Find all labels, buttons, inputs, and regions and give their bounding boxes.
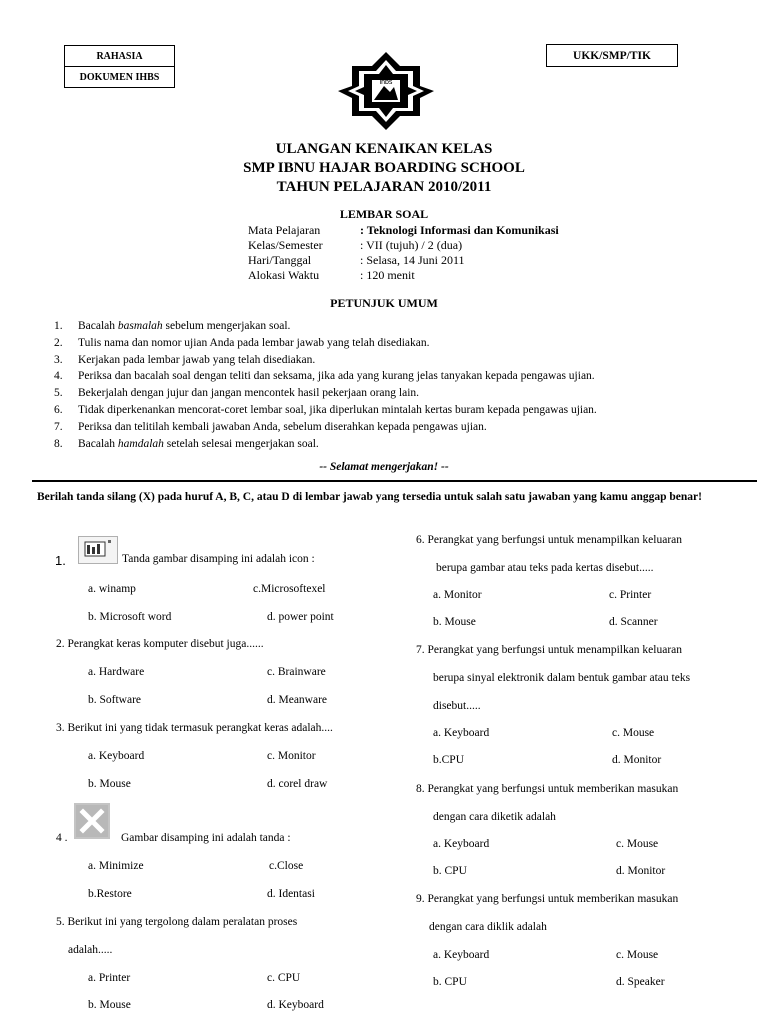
q1-text: Tanda gambar disamping ini adalah icon : — [122, 553, 315, 565]
q6-option-a: a. Monitor — [433, 589, 482, 601]
doc-code: UKK/SMP/TIK — [546, 44, 678, 67]
q9-option-d: d. Speaker — [616, 976, 665, 988]
q7-option-b: b.CPU — [433, 754, 464, 766]
q3-text: 3. Berikut ini yang tidak termasuk perangkat keras adalah.... — [56, 722, 333, 734]
instruction-item: 6. Tidak diperkenankan mencorat-coret lembar soal, jika diperlukan mintalah kertas buram kepada pengawas ujian. — [54, 403, 597, 416]
q7-option-c: c. Mouse — [612, 727, 655, 739]
q7-text: 7. Perangkat yang berfungsi untuk menampilkan keluaran — [416, 644, 683, 656]
divider — [32, 480, 757, 482]
instruction-item: 5. Bekerjalah dengan jujur dan jangan mencontek hasil pekerjaan orang lain. — [54, 387, 420, 400]
q4-option-a: a. Minimize — [88, 860, 144, 872]
q9-text: 9. Perangkat yang berfungsi untuk memberikan masukan — [416, 893, 679, 905]
label-rahasia: RAHASIA — [64, 45, 175, 67]
q5-option-d: d. Keyboard — [267, 999, 324, 1011]
info-class — [248, 238, 462, 253]
instruction-list — [54, 318, 597, 452]
school-logo — [336, 50, 436, 132]
instructions-heading: PETUNJUK UMUM — [330, 296, 438, 310]
q8-option-c: c. Mouse — [616, 838, 659, 850]
q4-option-c: c.Close — [269, 860, 304, 872]
closing-note: -- Selamat mengerjakan! -- — [319, 461, 449, 473]
logo-text: ihbs — [379, 79, 393, 86]
q1-number: 1. — [55, 553, 66, 568]
q5-option-c: c. CPU — [267, 972, 301, 984]
q4-option-d: d. Identasi — [267, 888, 315, 900]
q1-option-b: b. Microsoft word — [88, 611, 172, 623]
close-icon — [74, 803, 110, 839]
q5-text: 5. Berikut ini yang tergolong dalam peralatan proses — [56, 916, 298, 928]
title-line1: ULANGAN KENAIKAN KELAS — [275, 141, 493, 157]
q1-option-d: d. power point — [267, 611, 334, 623]
q9-option-b: b. CPU — [433, 976, 467, 988]
q1-option-a: a. winamp — [88, 583, 136, 595]
q7-option-d: d. Monitor — [612, 754, 662, 766]
q8-text: 8. Perangkat yang berfungsi untuk memberikan masukan — [416, 783, 679, 795]
instruction-item: 7. Periksa dan telitilah kembali jawaban Anda, sebelum diserahkan kepada pengawas ujian. — [54, 420, 487, 433]
info-class-key: Kelas/Semester — [248, 238, 323, 252]
q5-text-cont: adalah..... — [68, 944, 113, 956]
q3-option-a: a. Keyboard — [88, 750, 145, 762]
q9-option-a: a. Keyboard — [433, 949, 490, 961]
q3-option-c: c. Monitor — [267, 750, 316, 762]
instruction-item: 2. Tulis nama dan nomor ujian Anda pada lembar jawab yang telah disediakan. — [54, 336, 430, 349]
q8-option-a: a. Keyboard — [433, 838, 490, 850]
info-date — [248, 253, 465, 268]
q6-text: 6. Perangkat yang berfungsi untuk menampilkan keluaran — [416, 534, 683, 546]
q2-text: 2. Perangkat keras komputer disebut juga...... — [56, 638, 264, 650]
q4-number: 4 . — [56, 832, 68, 844]
q9-option-c: c. Mouse — [616, 949, 659, 961]
q5-option-b: b. Mouse — [88, 999, 131, 1011]
sheet-title: LEMBAR SOAL — [339, 207, 429, 221]
q2-option-c: c. Brainware — [267, 666, 326, 678]
info-time-key: Alokasi Waktu — [248, 268, 320, 282]
q5-option-a: a. Printer — [88, 972, 131, 984]
q2-option-b: b. Software — [88, 694, 142, 706]
title-line2: SMP IBNU HAJAR BOARDING SCHOOL — [243, 160, 525, 176]
q2-option-d: d. Meanware — [267, 694, 328, 706]
q9-text-cont: dengan cara diklik adalah — [429, 921, 547, 933]
instruction-item: 8. Bacalah hamdalah setelah selesai mengerjakan soal. — [54, 437, 319, 450]
program-icon — [78, 536, 118, 564]
q6-option-c: c. Printer — [609, 589, 652, 601]
info-subject-value: : Teknologi Informasi dan Komunikasi — [360, 223, 559, 237]
q8-option-b: b. CPU — [433, 865, 467, 877]
info-subject-key: Mata Pelajaran — [248, 223, 321, 237]
q8-option-d: d. Monitor — [616, 865, 666, 877]
info-date-key: Hari/Tanggal — [248, 253, 312, 267]
info-time-value: : 120 menit — [360, 268, 415, 282]
info-date-value: : Selasa, 14 Juni 2011 — [360, 253, 465, 267]
q7-text-cont2: disebut..... — [433, 700, 481, 712]
info-class-value: : VII (tujuh) / 2 (dua) — [360, 238, 463, 252]
info-subject — [248, 223, 559, 238]
q2-option-a: a. Hardware — [88, 666, 145, 678]
q6-option-b: b. Mouse — [433, 616, 476, 628]
q3-option-d: d. corel draw — [267, 778, 328, 790]
instruction-item: 1. Bacalah basmalah sebelum mengerjakan soal. — [54, 320, 291, 332]
q6-option-d: d. Scanner — [609, 616, 658, 628]
directive: Berilah tanda silang (X) pada huruf A, B, C, atau D di lembar jawab yang tersedia untuk salah satu jawaban yang kamu anggap benar! — [37, 491, 702, 503]
q3-option-b: b. Mouse — [88, 778, 131, 790]
q4-text: Gambar disamping ini adalah tanda : — [121, 832, 291, 844]
instruction-item: 4. Periksa dan bacalah soal dengan teliti dan seksama, jika ada yang kurang jelas tanyakan kepada pengawas ujian. — [54, 370, 595, 383]
info-time — [248, 268, 415, 283]
q1-option-c: c.Microsoftexel — [253, 583, 326, 595]
q4-option-b: b.Restore — [88, 888, 132, 900]
q7-text-cont: berupa sinyal elektronik dalam bentuk gambar atau teks — [433, 672, 691, 684]
q8-text-cont: dengan cara diketik adalah — [433, 811, 556, 823]
q7-option-a: a. Keyboard — [433, 727, 490, 739]
q6-text-cont: berupa gambar atau teks pada kertas disebut..... — [436, 562, 654, 574]
title-line3: TAHUN PELAJARAN 2010/2011 — [276, 179, 492, 195]
instruction-item: 3. Kerjakan pada lembar jawab yang telah disediakan. — [54, 353, 316, 366]
label-dokumen: DOKUMEN IHBS — [64, 66, 175, 88]
